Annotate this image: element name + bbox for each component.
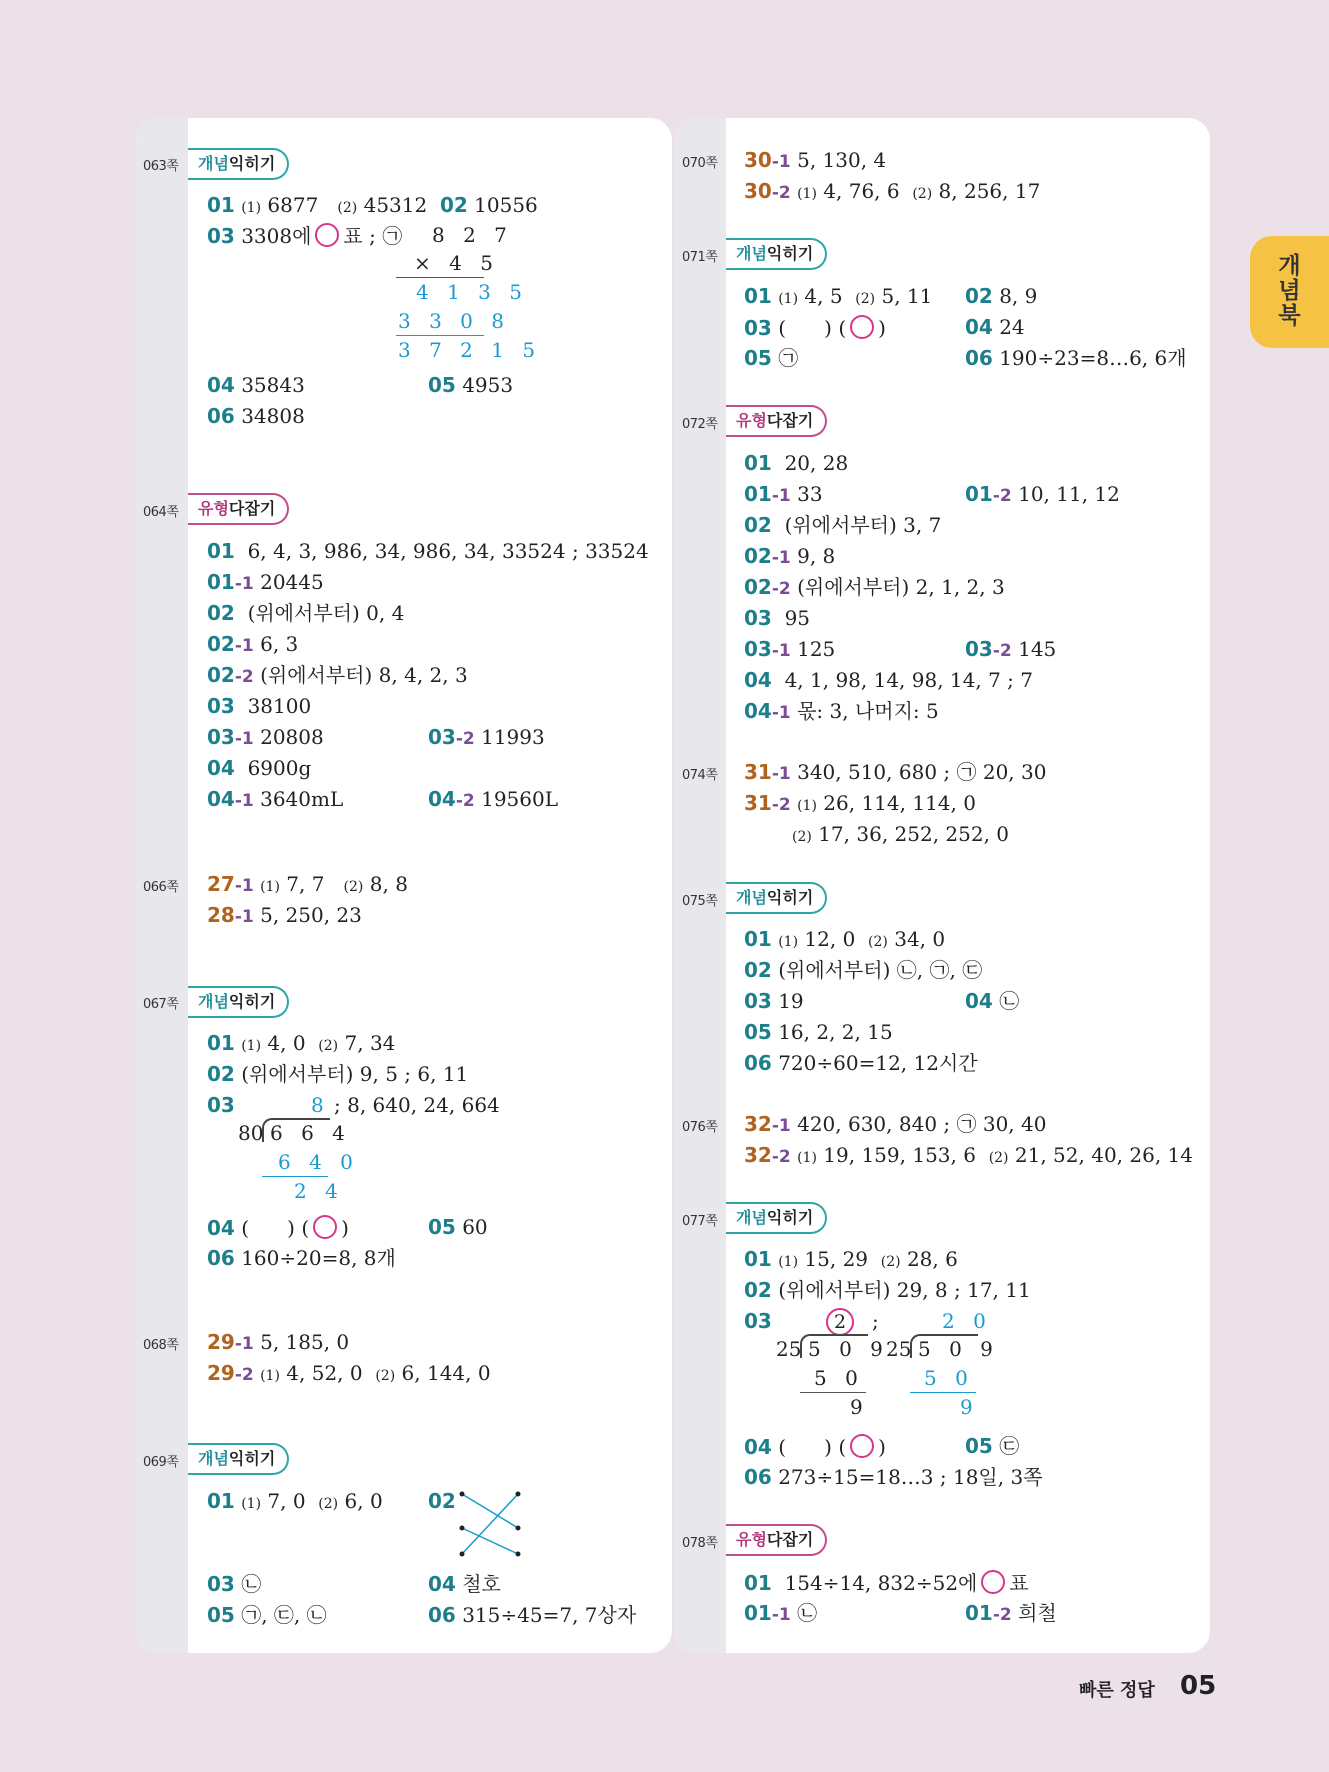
answer-row: 05 ㉠ — [744, 346, 799, 370]
answer-row: 03-2 145 — [965, 637, 1057, 661]
calc-line: 3 7 2 1 5 — [398, 338, 542, 362]
side-tab-char: 북 — [1278, 303, 1301, 329]
book-side-tab[interactable] — [1250, 236, 1329, 348]
divisor: 25 — [776, 1337, 802, 1361]
side-tab-char: 념 — [1278, 278, 1301, 304]
answer-row: 03 3308에 표 ; ㉠ — [207, 224, 403, 248]
answer-row: 01 6, 4, 3, 986, 34, 986, 34, 33524 ; 33524 — [207, 539, 649, 563]
page-ref: 071쪽 — [682, 250, 718, 265]
subtract-line: 5 0 — [814, 1366, 864, 1390]
page-ref: 069쪽 — [143, 1455, 179, 1470]
answer-row: 02 8, 9 — [965, 284, 1038, 308]
page-ref: 075쪽 — [682, 894, 718, 909]
answer-row: 03 19 — [744, 989, 804, 1013]
answer-row: 04 4, 1, 98, 14, 98, 14, 7 ; 7 — [744, 668, 1033, 692]
calc-rule — [800, 1392, 866, 1393]
answer-row: 01 (1) 12, 0 (2) 34, 0 — [744, 927, 946, 951]
answer-row: 02-1 6, 3 — [207, 632, 299, 656]
page-ref: 077쪽 — [682, 1214, 718, 1229]
answer-row: 05 4953 — [428, 373, 514, 397]
answer-row: 02-1 9, 8 — [744, 544, 836, 568]
answer-row: (2) 17, 36, 252, 252, 0 — [792, 822, 1010, 846]
page-ref: 066쪽 — [143, 880, 179, 895]
answer-row: 27-1 (1) 7, 7 (2) 8, 8 — [207, 872, 408, 896]
answer-row: 01-2 10, 11, 12 — [965, 482, 1120, 506]
subtract-line: 5 0 — [924, 1366, 974, 1390]
subtract-line: 6 4 0 — [278, 1150, 359, 1174]
side-tab-char: 개 — [1278, 253, 1301, 279]
answer-row: 06 273÷15=18…3 ; 18일, 3쪽 — [744, 1465, 1043, 1489]
answer-row: 01 20, 28 — [744, 451, 849, 475]
circle-mark-icon — [850, 1434, 874, 1458]
answer-row: 01-2 희철 — [965, 1601, 1057, 1625]
answer-row: 02-2 (위에서부터) 2, 1, 2, 3 — [744, 575, 1005, 599]
footer-label: 빠른 정답 — [1079, 1680, 1155, 1701]
page-ref: 070쪽 — [682, 156, 718, 171]
answer-row: 30-2 (1) 4, 76, 6 (2) 8, 256, 17 — [744, 179, 1041, 203]
answer-row: 04 24 — [965, 315, 1025, 339]
answer-row: 03-1 20808 — [207, 725, 324, 749]
answer-row: 04 6900g — [207, 756, 312, 780]
section-tag-concept: 개념익히기 — [188, 1443, 289, 1475]
page-ref: 063쪽 — [143, 159, 179, 174]
answer-row: 30-1 5, 130, 4 — [744, 148, 887, 172]
answer-row: 01 (1) 4, 5 (2) 5, 11 — [744, 284, 933, 308]
answer-row: 06 34808 — [207, 404, 305, 428]
calc-line: 8 2 7 — [432, 223, 513, 247]
answer-row: 04 철호 — [428, 1572, 501, 1596]
answer-row: 02 (위에서부터) ㉡, ㉠, ㉢ — [744, 958, 983, 982]
answer-row: 01 154÷14, 832÷52에 표 — [744, 1571, 1029, 1595]
line-matching-diagram — [458, 1488, 524, 1560]
page-ref: 078쪽 — [682, 1536, 718, 1551]
circle-mark-icon — [850, 315, 874, 339]
section-tag-concept: 개념익히기 — [188, 148, 289, 180]
section-tag-type: 유형다잡기 — [726, 405, 827, 437]
remainder: 2 4 — [294, 1179, 344, 1203]
page-ref: 074쪽 — [682, 768, 718, 783]
page-number: 05 — [1180, 1671, 1217, 1701]
circle-mark-icon — [313, 1215, 337, 1239]
answer-row: 04-1 몫: 3, 나머지: 5 — [744, 699, 939, 723]
answer-row: 03 — [744, 1309, 772, 1333]
calc-rule — [396, 335, 484, 336]
answer-row: 02 (위에서부터) 0, 4 — [207, 601, 405, 625]
answer-row: 31-2 (1) 26, 114, 114, 0 — [744, 791, 976, 815]
answer-row: 05 60 — [428, 1215, 488, 1239]
calc-line: × 4 5 — [414, 251, 499, 275]
dividend: 6 6 4 — [270, 1121, 351, 1145]
calc-rule — [262, 1176, 328, 1177]
circled-quotient: 2 — [826, 1308, 854, 1336]
answer-row: 03-1 125 — [744, 637, 836, 661]
page-ref: 067쪽 — [143, 997, 179, 1012]
answer-row: ; 8, 640, 24, 664 — [334, 1093, 500, 1117]
answer-row: 06 720÷60=12, 12시간 — [744, 1051, 978, 1075]
answer-row: 03 ( ) ( ) — [744, 316, 886, 340]
answer-row: 01 (1) 15, 29 (2) 28, 6 — [744, 1247, 958, 1271]
answer-row: 01 (1) 7, 0 (2) 6, 0 — [207, 1489, 383, 1513]
section-tag-concept: 개념익히기 — [726, 882, 827, 914]
section-tag-concept: 개념익히기 — [726, 238, 827, 270]
answer-row: 04 ( ) ( ) — [744, 1435, 886, 1459]
answer-row: 06 315÷45=7, 7상자 — [428, 1603, 637, 1627]
page-ref: 068쪽 — [143, 1338, 179, 1353]
answer-row: 03 ㉡ — [207, 1572, 262, 1596]
answer-row: 32-2 (1) 19, 159, 153, 6 (2) 21, 52, 40, 26, 14 — [744, 1143, 1193, 1167]
circle-mark-icon — [315, 223, 339, 247]
quotient: 8 — [311, 1093, 330, 1117]
remainder: 9 — [850, 1395, 869, 1419]
answer-row: 01 (1) 4, 0 (2) 7, 34 — [207, 1031, 396, 1055]
section-tag-concept: 개념익히기 — [188, 986, 289, 1018]
answer-row: 02 (위에서부터) 9, 5 ; 6, 11 — [207, 1062, 469, 1086]
calc-line: 4 1 3 5 — [416, 280, 528, 304]
answer-row: 05 ㉠, ㉢, ㉡ — [207, 1603, 327, 1627]
answer-row: 01 (1) 6877 (2) 45312 02 10556 — [207, 193, 538, 217]
divisor: 80 — [238, 1121, 264, 1145]
answer-row: 03-2 11993 — [428, 725, 545, 749]
answer-row: 02 (위에서부터) 29, 8 ; 17, 11 — [744, 1278, 1031, 1302]
circle-mark-icon — [981, 1570, 1005, 1594]
answer-row: 02 — [428, 1489, 456, 1513]
section-tag-type: 유형다잡기 — [726, 1524, 827, 1556]
section-tag-type: 유형다잡기 — [188, 493, 289, 525]
answer-row: 32-1 420, 630, 840 ; ㉠ 30, 40 — [744, 1112, 1047, 1136]
answer-row: 05 ㉢ — [965, 1434, 1020, 1458]
remainder: 9 — [960, 1395, 979, 1419]
answer-row: 06 190÷23=8…6, 6개 — [965, 346, 1187, 370]
answer-row: 03 38100 — [207, 694, 312, 718]
page-ref: 064쪽 — [143, 505, 179, 520]
page-ref: 076쪽 — [682, 1120, 718, 1135]
answer-row: 06 160÷20=8, 8개 — [207, 1246, 396, 1270]
calc-line: 3 3 0 8 — [398, 309, 510, 333]
separator: ; — [872, 1309, 879, 1333]
right-page-strip — [674, 118, 726, 1653]
dividend: 5 0 9 — [808, 1337, 889, 1361]
answer-row: 29-2 (1) 4, 52, 0 (2) 6, 144, 0 — [207, 1361, 491, 1385]
answer-row: 05 16, 2, 2, 15 — [744, 1020, 893, 1044]
answer-row: 01-1 20445 — [207, 570, 324, 594]
answer-row: 04 35843 — [207, 373, 305, 397]
section-tag-concept: 개념익히기 — [726, 1202, 827, 1234]
answer-row: 03 95 — [744, 606, 811, 630]
dividend: 5 0 9 — [918, 1337, 999, 1361]
calc-rule — [910, 1392, 976, 1393]
answer-row: 02-2 (위에서부터) 8, 4, 2, 3 — [207, 663, 468, 687]
divisor: 25 — [886, 1337, 912, 1361]
answer-row: 02 (위에서부터) 3, 7 — [744, 513, 942, 537]
answer-row: 28-1 5, 250, 23 — [207, 903, 362, 927]
answer-row: 01-1 33 — [744, 482, 823, 506]
quotient: 2 0 — [942, 1309, 992, 1333]
answer-row: 31-1 340, 510, 680 ; ㉠ 20, 30 — [744, 760, 1047, 784]
answer-row: 04 ㉡ — [965, 989, 1020, 1013]
answer-row: 04 ( ) ( ) — [207, 1216, 349, 1240]
answer-row: 01-1 ㉡ — [744, 1601, 818, 1625]
page-ref: 072쪽 — [682, 417, 718, 432]
answer-row: 29-1 5, 185, 0 — [207, 1330, 350, 1354]
answer-row: 04-2 19560L — [428, 787, 558, 811]
calc-rule — [396, 277, 484, 278]
answer-row: 03 — [207, 1093, 235, 1117]
answer-row: 04-1 3640mL — [207, 787, 344, 811]
